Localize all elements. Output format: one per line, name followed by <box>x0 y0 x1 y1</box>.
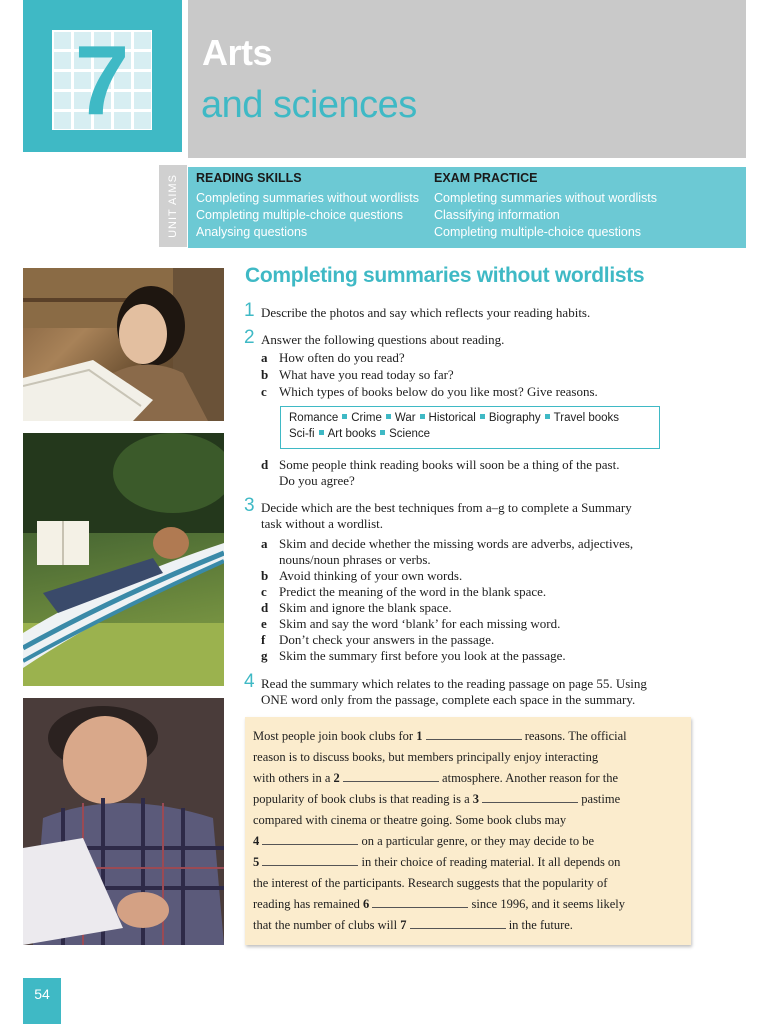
summary-text: reading has remained <box>253 897 364 911</box>
blank-number: 3 <box>472 792 480 806</box>
summary-text: with others in a <box>253 771 334 785</box>
question-number: 2 <box>244 327 255 348</box>
genre-romance: Romance <box>289 412 339 424</box>
answer-blank-1[interactable] <box>426 729 522 740</box>
bullet-square-icon <box>480 414 485 419</box>
question-1-text: Describe the photos and say which reflects your reading habits. <box>261 305 591 320</box>
summary-line <box>253 728 627 744</box>
answer-blank-6[interactable] <box>372 897 468 908</box>
blank-number: 4 <box>253 834 260 848</box>
item-letter: c <box>261 584 267 599</box>
item-letter: f <box>261 632 266 647</box>
bullet-square-icon <box>380 430 385 435</box>
bullet-square-icon <box>319 430 324 435</box>
summary-text: Most people join book clubs for <box>253 729 417 743</box>
item-text: What have you read today so far? <box>279 367 454 382</box>
technique-b <box>261 568 462 584</box>
bullet-square-icon <box>545 414 550 419</box>
genre-crime: Crime <box>351 412 382 424</box>
answer-blank-7[interactable] <box>410 918 506 929</box>
genre-historical: Historical <box>428 412 476 424</box>
unit-number-box <box>52 30 152 130</box>
page-number: 54 <box>34 986 50 1002</box>
technique-d <box>261 600 452 616</box>
summary-text: pastime <box>578 792 621 806</box>
summary-line <box>253 854 620 870</box>
question-2d <box>261 457 619 473</box>
unit-number: 7 <box>74 30 130 130</box>
item-text: How often do you read? <box>279 350 405 365</box>
summary-line: reason is to discuss books, but members principally enjoy interacting <box>253 750 599 764</box>
summary-text: that the number of clubs will <box>253 918 401 932</box>
item-letter: a <box>261 350 268 365</box>
question-3-text-line2: task without a wordlist. <box>261 516 384 531</box>
exam-practice-item: Completing summaries without wordlists <box>434 191 657 205</box>
question-2d-line2: Do you agree? <box>279 473 355 488</box>
bullet-square-icon <box>342 414 347 419</box>
blank-number: 7 <box>400 918 407 932</box>
photo-boy-illustration <box>23 698 224 945</box>
photo-woman-reading-library <box>23 268 224 421</box>
genre-sci-fi: Sci-fi <box>289 428 315 440</box>
item-text: Some people think reading books will soon be a thing of the past. <box>279 457 620 472</box>
summary-line <box>253 833 594 849</box>
answer-blank-4[interactable] <box>262 834 358 845</box>
blank-number: 5 <box>253 855 260 869</box>
unit-aims-band <box>188 167 746 248</box>
summary-text: in their choice of reading material. It all depends on <box>358 855 621 869</box>
item-letter: g <box>261 648 268 663</box>
blank-number: 1 <box>416 729 423 743</box>
unit-title-panel <box>188 0 746 158</box>
exam-practice-item: Completing multiple-choice questions <box>434 225 642 239</box>
item-text: Avoid thinking of your own words. <box>279 568 463 583</box>
summary-line: compared with cinema or theatre going. Some book clubs may <box>253 813 567 827</box>
genres-row-2 <box>289 428 430 440</box>
summary-text: atmosphere. Another reason for the <box>438 771 619 785</box>
book-genres-box <box>280 406 660 449</box>
genre-biography: Biography <box>488 412 541 424</box>
item-letter: c <box>261 384 267 399</box>
photo-woman-illustration <box>23 268 224 421</box>
answer-blank-3[interactable] <box>482 792 578 803</box>
summary-line: the interest of the participants. Research suggests that the popularity of <box>253 876 608 890</box>
summary-text: on a particular genre, or they may decide to be <box>358 834 595 848</box>
bullet-square-icon <box>420 414 425 419</box>
item-text: Skim and ignore the blank space. <box>279 600 452 615</box>
question-number: 1 <box>244 300 255 321</box>
question-2-text: Answer the following questions about reading. <box>261 332 505 347</box>
summary-line <box>253 896 625 912</box>
question-2c <box>261 384 598 400</box>
bullet-square-icon <box>386 414 391 419</box>
summary-text: popularity of book clubs is that reading is a <box>253 792 473 806</box>
item-letter: d <box>261 600 269 615</box>
summary-passage <box>245 717 691 945</box>
summary-text: reasons. The official <box>521 729 627 743</box>
item-text: Predict the meaning of the word in the blank space. <box>279 584 547 599</box>
exam-practice-item: Classifying information <box>434 208 560 222</box>
genre-art-books: Art books <box>327 428 377 440</box>
summary-text: in the future. <box>505 918 573 932</box>
item-text: Which types of books below do you like most? Give reasons. <box>279 384 598 399</box>
item-text: Skim the summary first before you look at the passage. <box>279 648 566 663</box>
question-2b <box>261 367 454 383</box>
technique-e <box>261 616 560 632</box>
summary-line <box>253 917 573 933</box>
blank-number: 6 <box>363 897 370 911</box>
technique-c <box>261 584 546 600</box>
question-4-text-line2: ONE word only from the passage, complete each space in the summary. <box>261 692 636 707</box>
technique-a-line2: nouns/noun phrases or verbs. <box>279 552 431 567</box>
reading-skills-heading: READING SKILLS <box>196 171 302 185</box>
summary-line <box>253 791 620 807</box>
unit-subtitle: and sciences <box>201 84 417 126</box>
item-letter: b <box>261 568 269 583</box>
exam-practice-heading: EXAM PRACTICE <box>434 171 538 185</box>
technique-f <box>261 632 494 648</box>
answer-blank-5[interactable] <box>262 855 358 866</box>
item-text: Skim and say the word ‘blank’ for each missing word. <box>279 616 561 631</box>
technique-g <box>261 648 566 664</box>
blank-number: 2 <box>333 771 340 785</box>
reading-skill-item: Completing summaries without wordlists <box>196 191 419 205</box>
genres-row-1 <box>289 412 619 424</box>
item-letter: b <box>261 367 269 382</box>
summary-line <box>253 770 618 786</box>
genre-science: Science <box>389 428 431 440</box>
photo-hammock-illustration <box>23 433 224 686</box>
question-3-text: Decide which are the best techniques from a–g to complete a Summary <box>261 500 632 515</box>
section-heading: Completing summaries without wordlists <box>245 264 645 287</box>
unit-title: Arts <box>202 32 273 73</box>
unit-aims-tag <box>159 165 187 247</box>
reading-skill-item: Analysing questions <box>196 225 308 239</box>
question-number: 4 <box>244 671 255 692</box>
item-letter: d <box>261 457 269 472</box>
genre-war: War <box>394 412 416 424</box>
photo-boy-tablet <box>23 698 224 945</box>
item-letter: e <box>261 616 267 631</box>
question-number: 3 <box>244 495 255 516</box>
unit-aims-label: UNIT AIMS <box>167 174 179 238</box>
technique-a <box>261 536 633 552</box>
item-text: Don’t check your answers in the passage. <box>279 632 495 647</box>
question-2a <box>261 350 405 366</box>
genre-travel-books: Travel books <box>553 412 620 424</box>
question-4-text: Read the summary which relates to the reading passage on page 55. Using <box>261 676 647 691</box>
summary-text: since 1996, and it seems likely <box>468 897 625 911</box>
item-text: Skim and decide whether the missing words are adverbs, adjectives, <box>279 536 634 551</box>
item-letter: a <box>261 536 268 551</box>
reading-skill-item: Completing multiple-choice questions <box>196 208 404 222</box>
answer-blank-2[interactable] <box>343 771 439 782</box>
photo-man-reading-hammock <box>23 433 224 686</box>
page-number-tab <box>23 978 61 1024</box>
